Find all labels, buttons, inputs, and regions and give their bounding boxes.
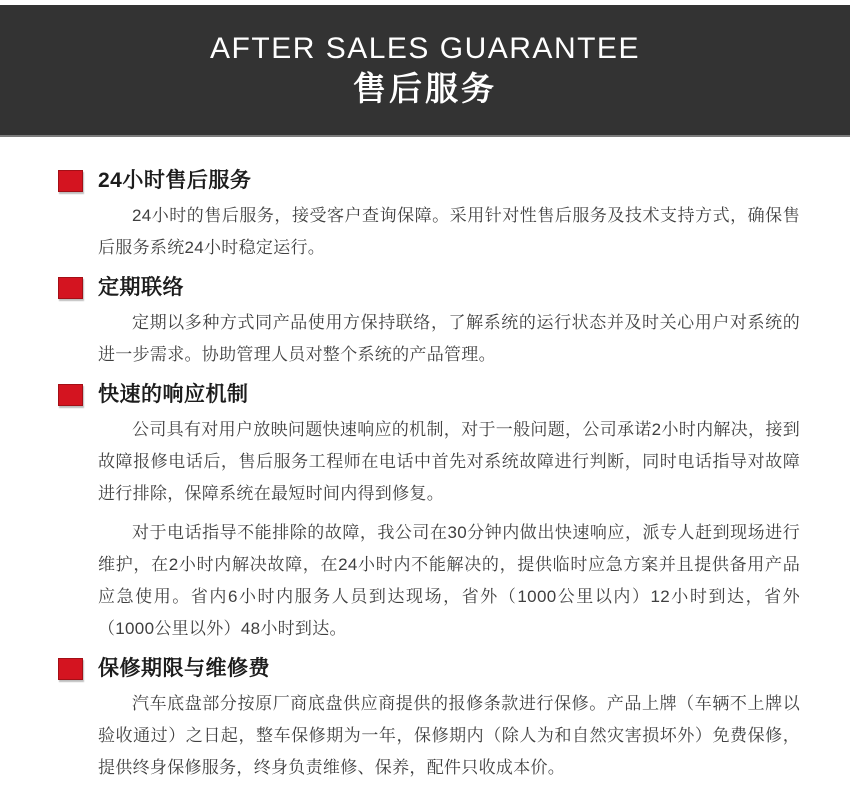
section-body <box>58 688 800 784</box>
section-paragraph: 汽车底盘部分按原厂商底盘供应商提供的报修条款进行保修。产品上牌（车辆不上牌以验收通过）之日起，整车保修期为一年，保修期内（除人为和自然灾害损坏外）免费保修，提供终身保修服务，终身负责维修、保养，配件只收成本价。 <box>98 694 800 777</box>
section-paragraph: 定期以多种方式同产品使用方保持联络，了解系统的运行状态并及时关心用户对系统的进一步需求。协助管理人员对整个系统的产品管理。 <box>98 313 800 364</box>
section-paragraph: 对于电话指导不能排除的故障，我公司在30分钟内做出快速响应，派专人赶到现场进行维护，在2小时内解决故障，在24小时内不能解决的，提供临时应急方案并且提供备用产品应急使用。省内6小时内服务人员到达现场，省外（1000公里以内）12小时到达，省外（1000公里以外）48小时到达。 <box>98 523 800 638</box>
section-warranty-terms <box>58 657 800 784</box>
header-title-chinese: 售后服务 <box>353 69 497 107</box>
section-body <box>58 414 800 645</box>
section-header <box>58 169 800 193</box>
section-header <box>58 657 800 681</box>
section-paragraph: 24小时的售后服务，接受客户查询保障。采用针对性售后服务及技术支持方式，确保售后服务系统24小时稳定运行。 <box>98 206 800 257</box>
section-fast-response <box>58 383 800 645</box>
section-title: 24小时售后服务 <box>98 169 252 192</box>
section-body <box>58 200 800 264</box>
section-title: 快速的响应机制 <box>98 383 249 406</box>
red-square-bullet-icon <box>58 384 83 406</box>
red-square-bullet-icon <box>58 170 83 192</box>
section-24h-service <box>58 169 800 264</box>
red-square-bullet-icon <box>58 658 83 680</box>
section-title: 保修期限与维修费 <box>98 657 270 680</box>
header-title-english: AFTER SALES GUARANTEE <box>210 31 640 65</box>
section-header <box>58 276 800 300</box>
content-area <box>0 137 850 784</box>
header-banner <box>0 5 850 137</box>
section-header <box>58 383 800 407</box>
red-square-bullet-icon <box>58 277 83 299</box>
section-paragraph: 公司具有对用户放映问题快速响应的机制，对于一般问题，公司承诺2小时内解决，接到故障报修电话后，售后服务工程师在电话中首先对系统故障进行判断，同时电话指导对故障进行排除，保障系统在最短时间内得到修复。 <box>98 420 800 503</box>
section-body <box>58 307 800 371</box>
section-title: 定期联络 <box>98 276 184 299</box>
after-sales-page <box>0 5 850 810</box>
section-regular-contact <box>58 276 800 371</box>
